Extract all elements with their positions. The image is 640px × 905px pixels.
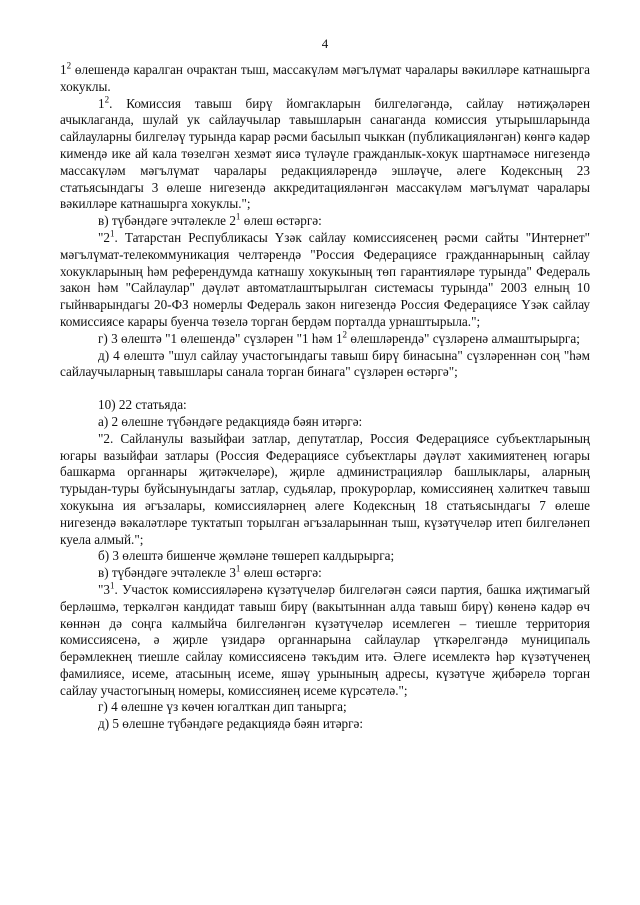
text-run: а) 2 өлешне түбәндәге редакциядә бәян итәргә: [98, 413, 363, 429]
text-run: 1 [98, 95, 105, 111]
document-body [60, 62, 590, 733]
paragraph [60, 414, 590, 431]
text-run: . Татарстан Республикасы Үзәк сайлау комиссиясенең рәсми сайты "Интернет" мәгълүмат-телекоммуникация челтәрендә "Россия Федерациясе гражданнарының сайлау хокукларының һәм референдумда катнашу хокукының төп гарантияләре турында" Федераль закон һәм "Сайлаулар" дәүләт автоматлаштырылган системасы турында" 2003 елның 10 гыйнварындагы 20-ФЗ номерлы Федераль закон нигезендә Россия Федерациясе Үзәк сайлау комиссиясе карары буенча төзелә торган бердәм порталда урнаштырыла."; [60, 229, 590, 329]
page-number: 4 [321, 36, 329, 51]
superscript: 1 [235, 211, 241, 222]
superscript: 2 [104, 94, 110, 105]
paragraph [60, 716, 590, 733]
paragraph [60, 348, 590, 382]
text-run: в) түбәндәге эчтәлекле 3 [98, 565, 236, 581]
text-run: в) түбәндәге эчтәлекле 2 [98, 213, 236, 229]
superscript: 1 [109, 580, 115, 591]
paragraph [60, 397, 590, 414]
paragraph-gap [60, 381, 590, 397]
text-run: б) 3 өлештә бишенче җөмләне төшереп калдырырга; [98, 548, 395, 564]
text-run: "3 [98, 581, 110, 597]
text-run: д) 5 өлешне түбәндәге редакциядә бәян итәргә: [98, 716, 364, 732]
paragraph [60, 565, 590, 582]
text-run: өлеш өстәргә: [240, 213, 322, 229]
paragraph [60, 548, 590, 565]
paragraph [60, 582, 590, 700]
text-run: г) 4 өлешне үз көчен югалткан дип танырга; [98, 699, 347, 715]
text-run: г) 3 өлештә "1 өлешендә" сүзләрен "1 һәм 1 [98, 330, 343, 346]
paragraph [60, 230, 590, 331]
text-run: өлешләрендә" сүзләренә алмаштырырга; [347, 330, 580, 346]
text-run: 1 [60, 62, 67, 77]
text-run: . Участок комиссияләренә күзәтүчеләр билгеләгән сәяси партия, башка иҗтимагый берләшмә, теркәлгән кандидат тавыш бирү (вакытыннан алда тавыш бирү) көненә кадәр өч көннән дә соңга калмыйча билгеләнгән күзәтүчеләр исемлеген – тиешле территория комиссиясенә, ә җирле үзидарә органнарына сайлаулар үткәрелгәндә муниципаль берәмлекнең тиешле сайлау комиссиясенә тәкъдим итә. Әлеге исемлектә һәр күзәтүченең фамилиясе, исеме, атасының исеме, яшәү урынының адресы, күзәтүче җибәрелә торган сайлау участогының номеры, комиссиянең исеме күрсәтелә."; [60, 581, 590, 698]
text-run: "2. Сайланулы вазыйфаи затлар, депутатлар, Россия Федерациясе субъектларының югары вазыйфаи затлары (Россия Федерациясе субъектлары дәүләт хакимиятенең югары башкарма органнары җитәкчеләре), җирле администрацияләр башлыклары, аларның турыдан-туры буйсынуындагы затлар, судьялар, прокурорлар, комиссиянең хәлиткеч тавыш хокукына ия әгъзалары, комиссияләрнең әлеге Кодексның 18 статьясындагы 7 өлеше нигезендә вәкаләтләре туктатып торылган әгъзаларыннан тыш, күзәтүчеләр итеп билгеләнеп куела алмый."; [60, 430, 590, 547]
superscript: 2 [66, 60, 72, 71]
superscript: 2 [342, 329, 348, 340]
paragraph [60, 213, 590, 230]
paragraph [60, 62, 590, 96]
paragraph [60, 431, 590, 549]
text-run: өлешендә каралган очрактан тыш, массакүләм мәгълүмат чаралары вәкилләре катнашырга хокуклы. [60, 62, 590, 94]
paragraph [60, 96, 590, 214]
superscript: 1 [235, 563, 241, 574]
text-run: "2 [98, 229, 110, 245]
text-run: өлеш өстәргә: [240, 565, 322, 581]
text-run: 10) 22 статьяда: [98, 397, 187, 413]
paragraph [60, 331, 590, 348]
text-run: д) 4 өлештә "шул сайлау участогындагы тавыш бирү бинасына" сүзләреннән соң "һәм сайлаучыларның тавышлары санала торган бинага" сүзләрен өстәргә"; [60, 347, 590, 380]
paragraph [60, 699, 590, 716]
superscript: 1 [109, 228, 115, 239]
text-run: . Комиссия тавыш бирү йомгакларын билгеләгәндә, сайлау нәтиҗәләрен ачыклаганда, шулай ук сайлаучылар тавышларын санаганда комиссия утырышларында сайлауларны билгеләү турында карар рәсми басылып чыккан (публикацияләнгән) көнгә кадәр кимендә ике ай кала төзелгән хезмәт яисә түләүле гражданлык-хокук шартнамәсе нигезендә массакүләм мәгълүмат чаралары редакцияләрендә эшләүче, әлеге Кодексның 23 статьясындагы 3 өлеше нигезендә аккредитацияләнгән массакүләм мәгълүмат чаралары вәкилләре катнашырга хокуклы."; [60, 95, 590, 212]
